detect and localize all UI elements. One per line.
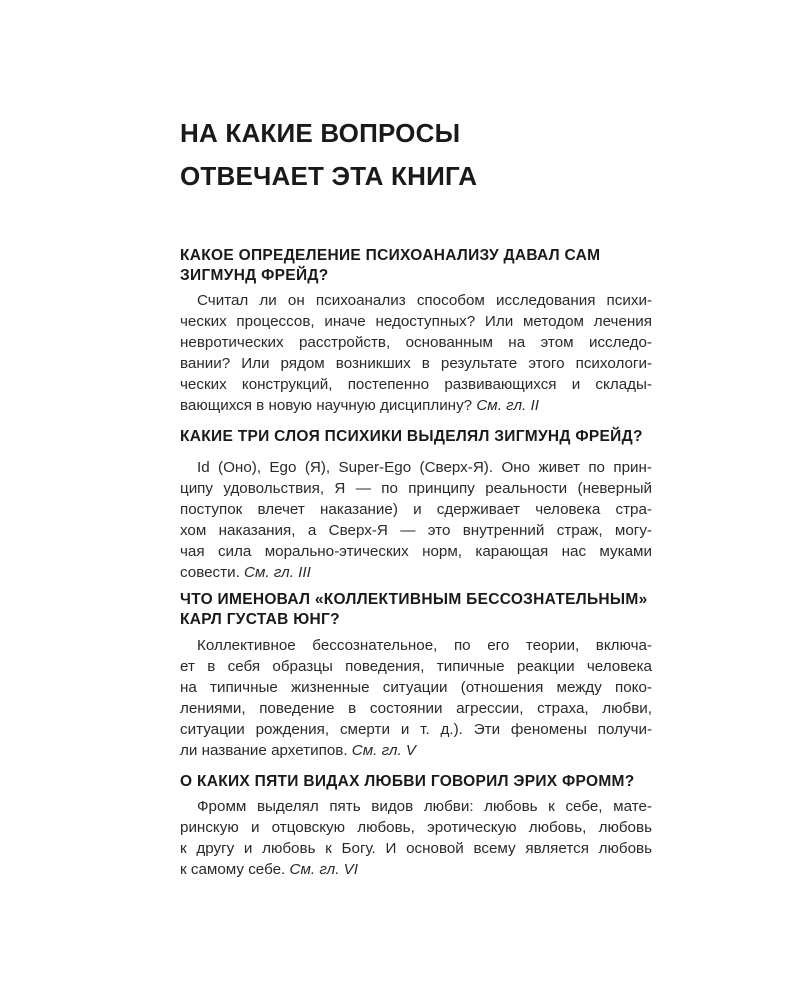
text-line [180, 499, 652, 520]
chapter-reference: См. гл. VI [289, 861, 359, 878]
line-text: Коллективное бессознательное, по его теории, включа- [197, 637, 652, 654]
line-text: на типичные жизненные ситуации (отношения между поко- [180, 679, 652, 696]
chapter-reference: См. гл. II [476, 397, 539, 414]
line-text: поступок влечет наказание) и сдерживает человека стра- [180, 501, 652, 518]
text-line [180, 635, 652, 656]
line-text: Id (Оно), Ego (Я), Super-Ego (Сверх-Я). Оно живет по прин- [197, 459, 652, 476]
text-line [180, 838, 652, 859]
answer-paragraph [180, 796, 652, 880]
question-heading [180, 427, 655, 447]
chapter-reference: См. гл. III [244, 564, 311, 581]
line-text: совести. [180, 564, 245, 581]
line-text: к самому себе. [180, 861, 290, 878]
text-line [180, 541, 652, 562]
heading-line: КАКОЕ ОПРЕДЕЛЕНИЕ ПСИХОАНАЛИЗУ ДАВАЛ САМ [180, 247, 601, 264]
text-line [180, 353, 652, 374]
text-line [180, 332, 652, 353]
title-line: НА КАКИЕ ВОПРОСЫ [180, 118, 461, 148]
line-text: ципу удовольствия, Я — по принципу реальности (неверный [180, 480, 652, 497]
line-text: ли название архетипов. [180, 742, 352, 759]
line-text: Считал ли он психоанализ способом исследования психи- [197, 292, 652, 309]
answer-paragraph [180, 457, 652, 583]
line-text: к другу и любовь к Богу. И основой всему является любовь [180, 840, 652, 857]
line-text: невротических расстройств, основанным на этом исследо- [180, 334, 652, 351]
text-line [180, 457, 652, 478]
line-text: ситуации рождения, смерти и т. д.). Эти феномены получи- [180, 721, 652, 738]
chapter-reference: См. гл. V [351, 742, 417, 759]
question-heading [180, 246, 655, 286]
line-text: чая сила морально-этических норм, карающая нас муками [180, 543, 652, 560]
question-heading [180, 772, 655, 792]
text-line [180, 719, 652, 740]
line-text: вании? Или рядом возникших в результате этого психологи- [180, 355, 652, 372]
question-heading [180, 590, 655, 630]
answer-paragraph [180, 290, 652, 416]
text-line [180, 520, 652, 541]
text-line [180, 796, 652, 817]
text-line [180, 478, 652, 499]
text-line [180, 677, 652, 698]
text-line [180, 740, 652, 761]
line-text: ет в себя образцы поведения, типичные реакции человека [180, 658, 652, 675]
text-line [180, 817, 652, 838]
heading-line: ЧТО ИМЕНОВАЛ «КОЛЛЕКТИВНЫМ БЕССОЗНАТЕЛЬНЫМ» [180, 591, 648, 608]
heading-line: КАРЛ ГУСТАВ ЮНГ? [180, 611, 340, 628]
heading-line: ЗИГМУНД ФРЕЙД? [180, 267, 329, 284]
line-text: Фромм выделял пять видов любви: любовь к себе, мате- [197, 798, 652, 815]
answer-paragraph [180, 635, 652, 761]
text-line [180, 656, 652, 677]
line-text: вающихся в новую научную дисциплину? [180, 397, 477, 414]
line-text: лениями, поведение в состоянии агрессии, страха, любви, [180, 700, 652, 717]
text-line [180, 395, 652, 416]
line-text: ческих конструкций, постепенно развивающихся и склады- [180, 376, 652, 393]
heading-line: КАКИЕ ТРИ СЛОЯ ПСИХИКИ ВЫДЕЛЯЛ ЗИГМУНД ФРЕЙД? [180, 428, 643, 445]
text-line [180, 859, 652, 880]
text-line [180, 698, 652, 719]
text-line [180, 374, 652, 395]
title-line: ОТВЕЧАЕТ ЭТА КНИГА [180, 161, 478, 191]
line-text: хом наказания, а Сверх-Я — это внутренний страж, могу- [180, 522, 652, 539]
text-line [180, 562, 652, 583]
text-line [180, 290, 652, 311]
page-title [180, 112, 477, 198]
line-text: ческих процессов, иначе недоступных? Или методом лечения [180, 313, 652, 330]
line-text: ринскую и отцовскую любовь, эротическую любовь, любовь [180, 819, 652, 836]
text-line [180, 311, 652, 332]
heading-line: О КАКИХ ПЯТИ ВИДАХ ЛЮБВИ ГОВОРИЛ ЭРИХ ФРОММ? [180, 773, 635, 790]
